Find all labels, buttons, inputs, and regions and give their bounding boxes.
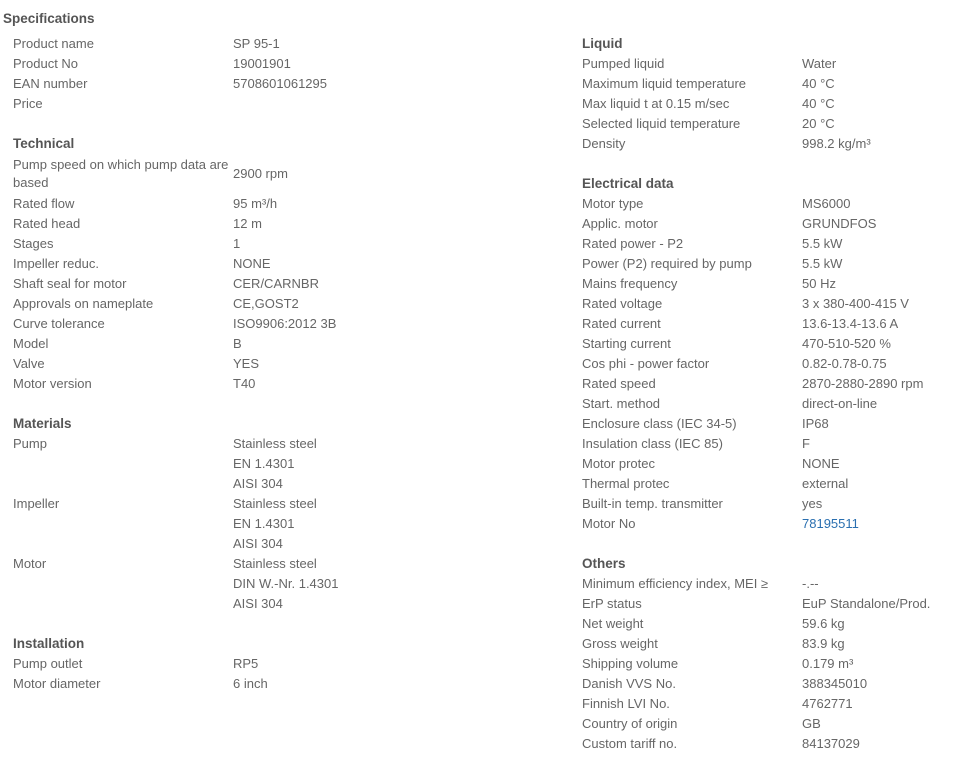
spec-value: external: [802, 476, 849, 491]
spec-value: 3 x 380-400-415 V: [802, 296, 909, 311]
spec-label: Motor No: [582, 516, 636, 531]
spec-value: 998.2 kg/m³: [802, 136, 871, 151]
spec-value: 5.5 kW: [802, 236, 843, 251]
spec-label: Minimum efficiency index, MEI ≥: [582, 576, 769, 591]
spec-label: Shipping volume: [582, 656, 679, 671]
section-title-liquid: Liquid: [582, 36, 623, 51]
spec-label: Motor protec: [582, 456, 655, 471]
spec-label: Pump speed on which pump data are based: [13, 157, 229, 190]
specs-left-column: [13, 34, 553, 694]
liquid-section: [582, 34, 952, 154]
spec-value: RP5: [233, 656, 259, 671]
spec-label: Enclosure class (IEC 34-5): [582, 416, 737, 431]
spec-row-erp-status: [582, 594, 952, 614]
section-title-materials: Materials: [13, 416, 72, 431]
spec-label: Cos phi - power factor: [582, 356, 710, 371]
spec-value: Stainless steel: [233, 556, 317, 571]
spec-row-model: [13, 334, 553, 354]
spec-row-rated-current: [582, 314, 952, 334]
spec-label: Motor type: [582, 196, 644, 211]
spec-value: 13.6-13.4-13.6 A: [802, 316, 899, 331]
spec-value: EuP Standalone/Prod.: [802, 596, 931, 611]
spec-label: Model: [13, 336, 49, 351]
spec-row-insulation-class: [582, 434, 952, 454]
spec-value: GB: [802, 716, 821, 731]
spec-row-motor-protec: [582, 454, 952, 474]
spec-value: AISI 304: [233, 596, 283, 611]
spec-label: Built-in temp. transmitter: [582, 496, 723, 511]
spec-label: Rated head: [13, 216, 81, 231]
spec-value: 59.6 kg: [802, 616, 845, 631]
spec-row-finnish-lvi: [582, 694, 952, 714]
spec-row-rated-head: [13, 214, 553, 234]
spec-value: AISI 304: [233, 536, 283, 551]
spec-row-pump-material: [13, 434, 553, 454]
spec-label: Rated power - P2: [582, 236, 684, 251]
spec-value: EN 1.4301: [233, 456, 295, 471]
spec-label: Curve tolerance: [13, 316, 105, 331]
spec-label: Finnish LVI No.: [582, 696, 670, 711]
section-title-technical: Technical: [13, 136, 75, 151]
spec-label: ErP status: [582, 596, 642, 611]
spec-label: Valve: [13, 356, 45, 371]
spec-label: Density: [582, 136, 626, 151]
spec-row-country-origin: [582, 714, 952, 734]
spec-value: 84137029: [802, 736, 860, 751]
spec-row-valve: [13, 354, 553, 374]
spec-label: Insulation class (IEC 85): [582, 436, 723, 451]
spec-value: 470-510-520 %: [802, 336, 891, 351]
section-title-installation: Installation: [13, 636, 85, 651]
spec-value: 83.9 kg: [802, 636, 845, 651]
spec-row-shaft-seal: [13, 274, 553, 294]
spec-row-product-no: [13, 54, 553, 74]
spec-row-mei: [582, 574, 952, 594]
spec-label: Motor diameter: [13, 676, 101, 691]
spec-label: Custom tariff no.: [582, 736, 678, 751]
spec-value: 95 m³/h: [233, 196, 278, 211]
spec-row-motor-material-cont: [13, 594, 553, 614]
spec-label: Rated current: [582, 316, 661, 331]
spec-value: 40 °C: [802, 76, 835, 91]
spec-row-curve-tolerance: [13, 314, 553, 334]
spec-value: IP68: [802, 416, 829, 431]
spec-value: NONE: [802, 456, 840, 471]
spec-label: Rated voltage: [582, 296, 663, 311]
spec-label: Pump: [13, 436, 47, 451]
spec-row-density: [582, 134, 952, 154]
spec-label: Pumped liquid: [582, 56, 665, 71]
spec-row-pump-material-cont: [13, 454, 553, 474]
spec-row-pump-outlet: [13, 654, 553, 674]
spec-label: Thermal protec: [582, 476, 670, 491]
motor-no-link[interactable]: 78195511: [802, 516, 859, 531]
spec-row-gross-weight: [582, 634, 952, 654]
electrical-section: [582, 174, 952, 534]
spec-label: Stages: [13, 236, 54, 251]
spec-value: GRUNDFOS: [802, 216, 877, 231]
spec-value: 5708601061295: [233, 76, 327, 91]
spec-value: Water: [802, 56, 837, 71]
spec-value: 2900 rpm: [233, 166, 288, 181]
spec-row-power-required: [582, 254, 952, 274]
spec-label: Impeller reduc.: [13, 256, 99, 271]
spec-row-rated-flow: [13, 194, 553, 214]
spec-row-approvals: [13, 294, 553, 314]
spec-label: Motor version: [13, 376, 92, 391]
spec-label: Price: [13, 96, 43, 111]
materials-section: [13, 414, 553, 614]
spec-label: Rated flow: [13, 196, 75, 211]
spec-value: direct-on-line: [802, 396, 878, 411]
spec-label: Net weight: [582, 616, 644, 631]
spec-value: NONE: [233, 256, 271, 271]
spec-value: -.--: [802, 576, 819, 591]
spec-value: T40: [233, 376, 256, 391]
spec-row-starting-current: [582, 334, 952, 354]
spec-value: 2870-2880-2890 rpm: [802, 376, 924, 391]
spec-label: EAN number: [13, 76, 88, 91]
spec-label: Shaft seal for motor: [13, 276, 127, 291]
others-section: [582, 554, 952, 754]
spec-row-motor-material: [13, 554, 553, 574]
spec-row-net-weight: [582, 614, 952, 634]
spec-label: Maximum liquid temperature: [582, 76, 747, 91]
spec-value: 4762771: [802, 696, 853, 711]
technical-section: [13, 134, 553, 394]
spec-value: 12 m: [233, 216, 262, 231]
spec-row-rated-power: [582, 234, 952, 254]
spec-value: YES: [233, 356, 260, 371]
spec-value: CER/CARNBR: [233, 276, 319, 291]
spec-row-pump-speed: [13, 154, 553, 194]
spec-row-custom-tariff: [582, 734, 952, 754]
spec-value: MS6000: [802, 196, 851, 211]
spec-value: 0.179 m³: [802, 656, 854, 671]
spec-value: CE,GOST2: [233, 296, 299, 311]
spec-value: AISI 304: [233, 476, 283, 491]
spec-label: Applic. motor: [582, 216, 658, 231]
spec-row-max-liquid-t-flow: [582, 94, 952, 114]
spec-row-max-liquid-temp: [582, 74, 952, 94]
spec-value: Stainless steel: [233, 496, 317, 511]
spec-row-impeller-material: [13, 494, 553, 514]
spec-value: SP 95-1: [233, 36, 280, 51]
spec-row-temp-transmitter: [582, 494, 952, 514]
spec-value: Stainless steel: [233, 436, 317, 451]
spec-value: 40 °C: [802, 96, 835, 111]
section-title-electrical: Electrical data: [582, 176, 674, 191]
spec-row-power-factor: [582, 354, 952, 374]
spec-label: Country of origin: [582, 716, 678, 731]
spec-row-pump-material-cont: [13, 474, 553, 494]
spec-label: Impeller: [13, 496, 60, 511]
spec-row-motor-no: [582, 514, 952, 534]
spec-row-danish-vvs: [582, 674, 952, 694]
spec-row-impeller-reduc: [13, 254, 553, 274]
spec-label: Start. method: [582, 396, 661, 411]
spec-row-pumped-liquid: [582, 54, 952, 74]
spec-value: EN 1.4301: [233, 516, 295, 531]
spec-value: 0.82-0.78-0.75: [802, 356, 887, 371]
specs-right-column: [582, 34, 952, 754]
spec-label: Starting current: [582, 336, 671, 351]
spec-row-motor-version: [13, 374, 553, 394]
spec-label: Approvals on nameplate: [13, 296, 154, 311]
page-title: Specifications: [3, 11, 95, 26]
general-section: [13, 34, 553, 114]
spec-value: ISO9906:2012 3B: [233, 316, 337, 331]
spec-row-impeller-material-cont: [13, 514, 553, 534]
spec-label: Rated speed: [582, 376, 656, 391]
spec-value: F: [802, 436, 810, 451]
spec-row-motor-material-cont: [13, 574, 553, 594]
spec-row-price: [13, 94, 553, 114]
spec-label: Gross weight: [582, 636, 658, 651]
spec-row-impeller-material-cont: [13, 534, 553, 554]
spec-value: 19001901: [233, 56, 291, 71]
spec-row-rated-voltage: [582, 294, 952, 314]
spec-label: Power (P2) required by pump: [582, 256, 752, 271]
spec-label: Product No: [13, 56, 79, 71]
spec-label: Danish VVS No.: [582, 676, 676, 691]
spec-row-applic-motor: [582, 214, 952, 234]
spec-label: Pump outlet: [13, 656, 83, 671]
spec-row-shipping-volume: [582, 654, 952, 674]
spec-row-motor-type: [582, 194, 952, 214]
spec-row-product-name: [13, 34, 553, 54]
spec-row-rated-speed: [582, 374, 952, 394]
spec-value: 6 inch: [233, 676, 268, 691]
spec-row-selected-liquid-temp: [582, 114, 952, 134]
spec-row-enclosure-class: [582, 414, 952, 434]
spec-value: DIN W.-Nr. 1.4301: [233, 576, 339, 591]
spec-value: 20 °C: [802, 116, 835, 131]
spec-label: Mains frequency: [582, 276, 678, 291]
spec-label: Motor: [13, 556, 47, 571]
spec-row-ean-number: [13, 74, 553, 94]
spec-row-mains-frequency: [582, 274, 952, 294]
installation-section: [13, 634, 553, 694]
section-title-others: Others: [582, 556, 626, 571]
spec-label: Selected liquid temperature: [582, 116, 741, 131]
spec-row-stages: [13, 234, 553, 254]
spec-value: yes: [802, 496, 823, 511]
spec-row-thermal-protec: [582, 474, 952, 494]
spec-row-start-method: [582, 394, 952, 414]
spec-row-motor-diameter: [13, 674, 553, 694]
spec-value: 388345010: [802, 676, 868, 691]
spec-label: Max liquid t at 0.15 m/sec: [582, 96, 730, 111]
spec-value: 5.5 kW: [802, 256, 843, 271]
spec-value: 50 Hz: [802, 276, 836, 291]
spec-value: 1: [233, 236, 241, 251]
spec-value: B: [233, 336, 242, 351]
spec-label: Product name: [13, 36, 94, 51]
